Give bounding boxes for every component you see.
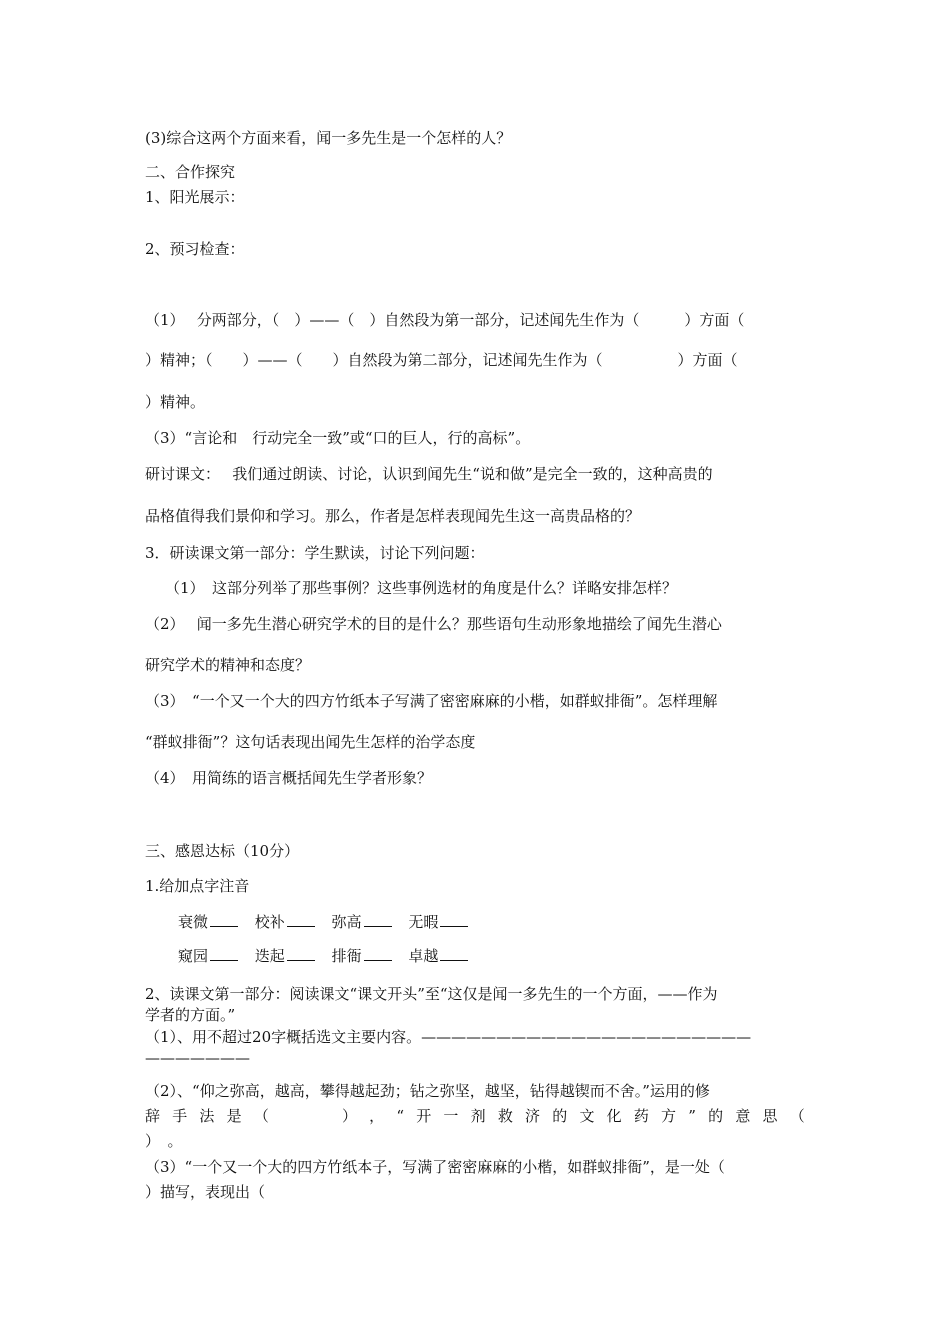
text-char: （ (253, 1107, 269, 1125)
question-1: （1） 这部分列举了那些事例？这些事例选材的角度是什么？详略安排怎样？ (165, 579, 678, 597)
text-char: 剂 (470, 1107, 486, 1125)
reading-task-line-1: 2、读课文第一部分：阅读课文“课文开头”至“这仅是闻一多先生的一个方面，——作为 (145, 985, 718, 1003)
study-part-one-heading: 3．研读课文第一部分：学生默读，讨论下列问题： (145, 544, 485, 562)
section-heading-2: 二、合作探究 (145, 163, 236, 181)
vocab-item: 窥园 (178, 947, 238, 965)
quote-line: （3）“言论和 行动完全一致”或“口的巨人，行的高标”。 (145, 429, 531, 447)
text-char: 救 (497, 1107, 513, 1125)
text-char: 思 (762, 1107, 778, 1125)
text-char: 的 (708, 1107, 724, 1125)
text-char: 的 (552, 1107, 568, 1125)
text-char: 是 (226, 1107, 242, 1125)
question-3-line-2: “群蚁排衙”？这句话表现出闻先生怎样的治学态度 (145, 733, 476, 751)
text-char: 药 (633, 1107, 649, 1125)
text-char: 开 (416, 1107, 432, 1125)
fill-line-2: ）精神；（ ）——（ ）自然段为第二部分，记述闻先生作为（ ）方面（ (145, 351, 738, 369)
description-question-line-1: （3）“一个又一个大的四方竹纸本子，写满了密密麻麻的小楷，如群蚁排衙”，是一处（ (145, 1158, 725, 1176)
text-char: 化 (606, 1107, 622, 1125)
vocab-row-1 (178, 912, 838, 932)
fill-line-3: ）精神。 (145, 393, 206, 411)
vocab-item: 卓越 (408, 947, 468, 965)
vocab-item: 迭起 (255, 947, 315, 965)
pinyin-task-heading: 1.给加点字注音 (145, 877, 250, 895)
question-3-summary: (3)综合这两个方面来看，闻一多先生是一个怎样的人？ (145, 129, 512, 147)
item-sunshine-display: 1、阳光展示： (145, 188, 245, 206)
discussion-line-1: 研讨课文： 我们通过朗读、讨论，认识到闻先生“说和做”是完全一致的，这种高贵的 (145, 465, 713, 483)
text-char: ” (688, 1107, 696, 1125)
text-char: ） (341, 1107, 357, 1125)
text-char: 意 (735, 1107, 751, 1125)
question-3-line-1: （3） “一个又一个大的四方竹纸本子写满了密密麻麻的小楷，如群蚁排衙”。怎样理解 (145, 692, 718, 710)
vocab-item: 衰微 (178, 913, 238, 931)
vocab-item: 无暇 (408, 913, 468, 931)
text-char: 文 (579, 1107, 595, 1125)
text-char: 辞 (145, 1107, 161, 1125)
item-preview-check: 2、预习检查： (145, 240, 245, 258)
description-question-line-2: ）描写，表现出（ (145, 1183, 266, 1201)
rhetoric-question-line-1: （2）、“仰之弥高，越高，攀得越起劲；钻之弥坚，越坚，钻得越锲而不舍。”运用的修 (145, 1082, 710, 1100)
question-2-line-1: （2） 闻一多先生潜心研究学术的目的是什么？那些语句生动形象地描绘了闻先生潜心 (145, 615, 722, 633)
text-char: “ (396, 1107, 405, 1125)
rhetoric-question-line-2 (145, 1106, 805, 1126)
vocab-item: 校补 (255, 913, 315, 931)
text-char: 方 (661, 1107, 677, 1125)
text-char: （ (789, 1107, 805, 1125)
section-heading-3: 三、感恩达标（10分） (145, 842, 300, 860)
text-char: 手 (172, 1107, 188, 1125)
discussion-line-2: 品格值得我们景仰和学习。那么，作者是怎样表现闻先生这一高贵品格的？ (145, 507, 641, 525)
reading-task-line-2: 学者的方面。” (145, 1006, 236, 1024)
text-char: ， (369, 1107, 385, 1125)
question-2-line-2: 研究学术的精神和态度？ (145, 656, 311, 674)
text-char: 一 (443, 1107, 459, 1125)
question-4: （4） 用简练的语言概括闻先生学者形象？ (145, 769, 433, 787)
text-char: 法 (199, 1107, 215, 1125)
text-char: 济 (525, 1107, 541, 1125)
vocab-row-2 (178, 946, 838, 966)
vocab-item: 排衙 (332, 947, 392, 965)
fill-line-1: （1） 分两部分，（ ）——（ ）自然段为第一部分，记述闻先生作为（ ）方面（ (145, 311, 745, 329)
vocab-item: 弥高 (332, 913, 392, 931)
summary-question: （1）、用不超过20字概括选文主要内容。—————————————————————— (145, 1028, 752, 1046)
rhetoric-question-line-3: ） 。 (145, 1132, 183, 1150)
answer-blank-line: ——————— (145, 1049, 250, 1067)
